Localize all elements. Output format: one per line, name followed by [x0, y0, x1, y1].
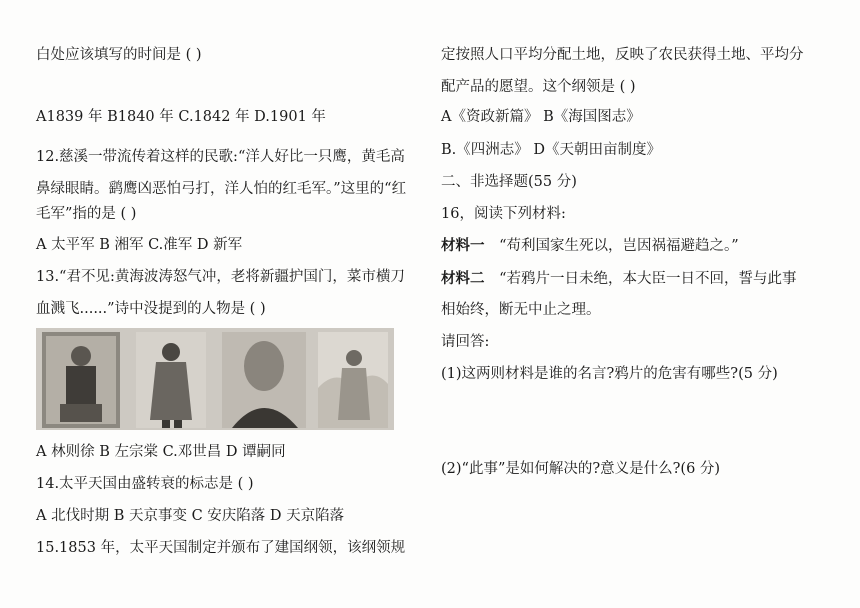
q16-stem: 16，阅读下列材料:	[441, 206, 566, 222]
q14-options: A 北伐时期 B 天京事变 C 安庆陷落 D 天京陷落	[36, 508, 345, 524]
material-1	[441, 237, 739, 255]
q15-options-cd: B.《四洲志》 D《天朝田亩制度》	[441, 142, 661, 158]
material-2-text-line2: 相始终，断无中止之理。	[441, 302, 601, 318]
q12-stem-line2: 鼻绿眼睛。鹞鹰凶恶怕弓打，洋人怕的红毛军。”这里的“红	[36, 181, 407, 197]
q12-stem-line1: 12.慈溪一带流传着这样的民歌:“洋人好比一只鹰，黄毛高	[36, 149, 405, 165]
portrait-4	[318, 332, 388, 428]
q14-stem: 14.太平天国由盛转衰的标志是 ( )	[36, 476, 254, 492]
sub-question-2: (2)“此事”是如何解决的?意义是什么?(6 分)	[441, 461, 721, 477]
material-1-label: 材料一	[441, 237, 485, 254]
q15-stem-line3: 配产品的愿望。这个纲领是 ( )	[441, 79, 636, 95]
portrait-1	[42, 332, 120, 428]
material-2	[441, 270, 797, 288]
q15-options-ab: A《资政新篇》 B《海国图志》	[441, 109, 641, 125]
portrait-3	[222, 332, 306, 428]
q13-options: A 林则徐 B 左宗棠 C.邓世昌 D 谭嗣同	[36, 444, 286, 460]
material-2-text: “若鸦片一日未绝，本大臣一日不回，誓与此事	[499, 271, 797, 287]
material-2-label: 材料二	[441, 270, 485, 287]
q15-stem-line2: 定按照人口平均分配土地，反映了农民获得土地、平均分	[441, 47, 804, 63]
answer-prompt: 请回答:	[441, 334, 490, 350]
q15-stem-line1: 15.1853 年，太平天国制定并颁布了建国纲领，该纲领规	[36, 540, 406, 556]
sub-question-1: (1)这两则材料是谁的名言?鸦片的危害有哪些?(5 分)	[441, 366, 778, 382]
q11-stem-tail: 白处应该填写的时间是 ( )	[36, 47, 202, 63]
portrait-2	[136, 332, 206, 428]
q13-stem-line2: 血溅飞......”诗中没提到的人物是 ( )	[36, 301, 266, 317]
q13-stem-line1: 13.“君不见:黄海波涛怒气冲，老将新疆护国门，菜市横刀	[36, 269, 405, 285]
q12-options: A 太平军 B 湘军 C.准军 D 新军	[36, 237, 243, 253]
q11-options: A1839 年 B1840 年 C.1842 年 D.1901 年	[36, 109, 326, 125]
section-heading: 二、非选择题(55 分)	[441, 174, 577, 190]
q12-stem-line3: 毛军”指的是 ( )	[36, 206, 137, 222]
material-1-text: “苟利国家生死以，岂因祸福避趋之。”	[499, 238, 739, 254]
q13-portrait-photos	[36, 328, 394, 430]
